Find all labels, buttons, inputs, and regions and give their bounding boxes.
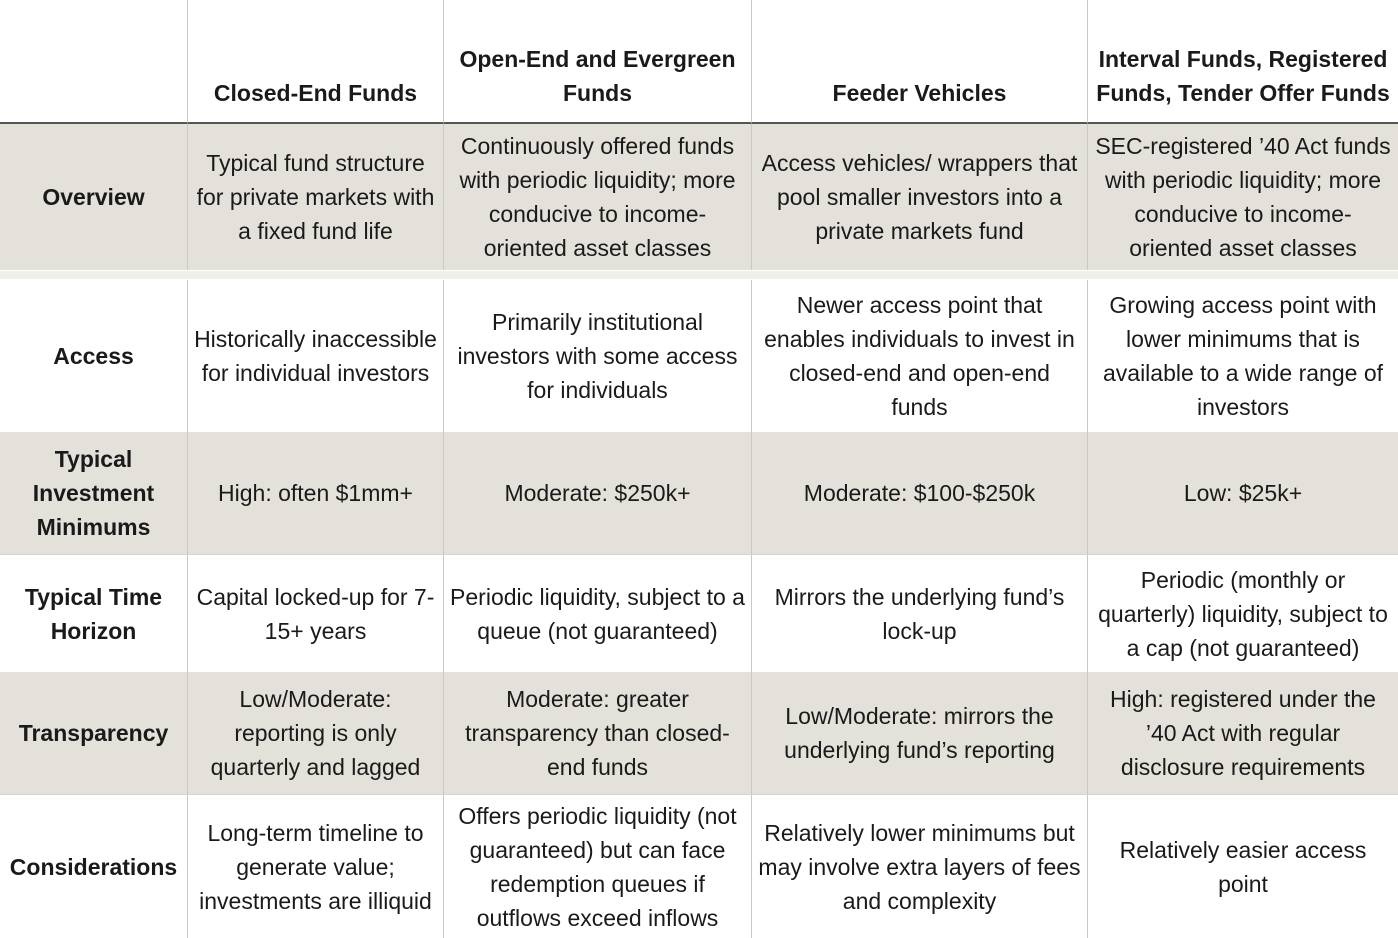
header-feeder-vehicles: Feeder Vehicles xyxy=(751,0,1087,124)
table-cell: Primarily institutional investors with some access for individuals xyxy=(443,280,751,432)
row-label-time-horizon: Typical Time Horizon xyxy=(0,554,187,672)
table-cell: Growing access point with lower minimums that is available to a wide range of investors xyxy=(1087,280,1398,432)
table-cell: Moderate: greater transparency than closed-end funds xyxy=(443,672,751,794)
header-interval-registered-tender-funds: Interval Funds, Registered Funds, Tender Offer Funds xyxy=(1087,0,1398,124)
table-cell: Moderate: $100-$250k xyxy=(751,432,1087,554)
table-cell: Access vehicles/ wrappers that pool smaller investors into a private markets fund xyxy=(751,124,1087,270)
table-cell: Newer access point that enables individuals to invest in closed-end and open-end funds xyxy=(751,280,1087,432)
table-cell: Relatively easier access point xyxy=(1087,794,1398,938)
table-cell: Low: $25k+ xyxy=(1087,432,1398,554)
row-label-overview: Overview xyxy=(0,124,187,270)
row-label-transparency: Transparency xyxy=(0,672,187,794)
table-cell: High: often $1mm+ xyxy=(187,432,443,554)
table-cell: Continuously offered funds with periodic liquidity; more conducive to income-oriented asset classes xyxy=(443,124,751,270)
row-separator xyxy=(0,270,1398,280)
table-cell: Relatively lower minimums but may involve extra layers of fees and complexity xyxy=(751,794,1087,938)
table-cell: SEC-registered ’40 Act funds with periodic liquidity; more conducive to income-oriented asset classes xyxy=(1087,124,1398,270)
table-cell: Low/Moderate: mirrors the underlying fund’s reporting xyxy=(751,672,1087,794)
table-cell: Moderate: $250k+ xyxy=(443,432,751,554)
table-cell: Typical fund structure for private markets with a fixed fund life xyxy=(187,124,443,270)
table-cell: Mirrors the underlying fund’s lock-up xyxy=(751,554,1087,672)
header-corner xyxy=(0,0,187,124)
row-label-investment-minimums: Typical Investment Minimums xyxy=(0,432,187,554)
header-closed-end-funds: Closed-End Funds xyxy=(187,0,443,124)
table-cell: Periodic (monthly or quarterly) liquidity, subject to a cap (not guaranteed) xyxy=(1087,554,1398,672)
row-label-considerations: Considerations xyxy=(0,794,187,938)
table-cell: Periodic liquidity, subject to a queue (not guaranteed) xyxy=(443,554,751,672)
table-cell: Offers periodic liquidity (not guaranteed) but can face redemption queues if outflows exceed inflows xyxy=(443,794,751,938)
table-cell: Historically inaccessible for individual investors xyxy=(187,280,443,432)
table-cell: Low/Moderate: reporting is only quarterly and lagged xyxy=(187,672,443,794)
table-cell: High: registered under the ’40 Act with regular disclosure requirements xyxy=(1087,672,1398,794)
table-cell: Capital locked-up for 7-15+ years xyxy=(187,554,443,672)
header-open-end-evergreen-funds: Open-End and Evergreen Funds xyxy=(443,0,751,124)
row-label-access: Access xyxy=(0,280,187,432)
table-cell: Long-term timeline to generate value; investments are illiquid xyxy=(187,794,443,938)
